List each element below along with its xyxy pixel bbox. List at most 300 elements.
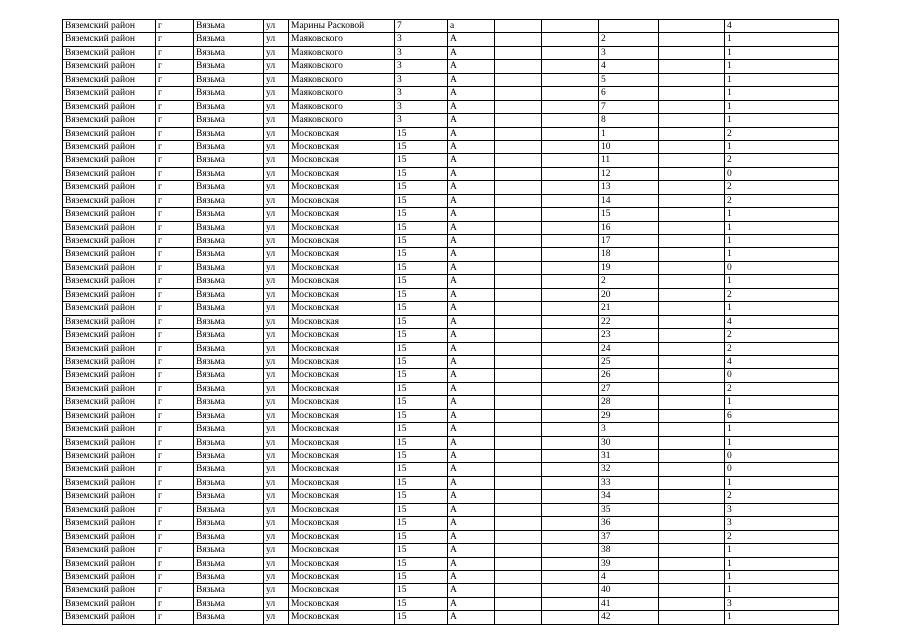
cell-count: 1 [725, 221, 839, 234]
table-row [63, 235, 839, 248]
cell-col-9 [542, 315, 599, 328]
cell-locality: Вязьма [194, 369, 264, 382]
cell-count: 1 [725, 584, 839, 597]
cell-col-8 [495, 181, 542, 194]
cell-locality-type: г [156, 517, 194, 530]
cell-count: 1 [725, 557, 839, 570]
cell-col-8 [495, 584, 542, 597]
table-row [63, 503, 839, 516]
cell-street-type: ул [264, 248, 289, 261]
cell-col-8 [495, 490, 542, 503]
cell-col-9 [542, 530, 599, 543]
cell-house: 15 [395, 490, 448, 503]
cell-street: Московская [289, 154, 395, 167]
cell-building-letter: А [448, 409, 495, 422]
cell-building-letter: А [448, 73, 495, 86]
cell-apartment: 20 [599, 288, 659, 301]
cell-apartment: 7 [599, 100, 659, 113]
cell-house: 15 [395, 396, 448, 409]
cell-street: Маяковского [289, 46, 395, 59]
cell-col-8 [495, 114, 542, 127]
cell-count: 2 [725, 181, 839, 194]
table-row [63, 436, 839, 449]
cell-street: Московская [289, 248, 395, 261]
cell-locality: Вязьма [194, 194, 264, 207]
cell-locality: Вязьма [194, 87, 264, 100]
cell-building-letter: А [448, 476, 495, 489]
table-row [63, 60, 839, 73]
cell-house: 15 [395, 436, 448, 449]
cell-col-8 [495, 100, 542, 113]
table-row [63, 355, 839, 368]
cell-locality: Вязьма [194, 382, 264, 395]
cell-house: 15 [395, 584, 448, 597]
cell-building-letter: А [448, 46, 495, 59]
cell-apartment: 15 [599, 208, 659, 221]
cell-locality: Вязьма [194, 557, 264, 570]
cell-col-11 [659, 436, 725, 449]
cell-building-letter: А [448, 436, 495, 449]
cell-col-8 [495, 73, 542, 86]
cell-count: 0 [725, 261, 839, 274]
cell-street: Московская [289, 490, 395, 503]
cell-col-8 [495, 382, 542, 395]
cell-locality: Вязьма [194, 221, 264, 234]
cell-district: Вяземский район [63, 530, 156, 543]
cell-street: Московская [289, 570, 395, 583]
cell-street: Московская [289, 597, 395, 610]
cell-count: 2 [725, 382, 839, 395]
cell-house: 15 [395, 208, 448, 221]
cell-apartment: 31 [599, 450, 659, 463]
cell-col-8 [495, 140, 542, 153]
cell-apartment: 14 [599, 194, 659, 207]
cell-street-type: ул [264, 221, 289, 234]
cell-street-type: ул [264, 87, 289, 100]
cell-col-11 [659, 60, 725, 73]
cell-building-letter: А [448, 33, 495, 46]
table-row [63, 530, 839, 543]
cell-street-type: ул [264, 288, 289, 301]
cell-district: Вяземский район [63, 261, 156, 274]
table-row [63, 73, 839, 86]
cell-house: 15 [395, 181, 448, 194]
cell-street: Московская [289, 463, 395, 476]
cell-locality: Вязьма [194, 476, 264, 489]
cell-count: 1 [725, 275, 839, 288]
cell-house: 15 [395, 235, 448, 248]
table-row [63, 315, 839, 328]
cell-locality: Вязьма [194, 73, 264, 86]
cell-house: 15 [395, 382, 448, 395]
cell-col-9 [542, 355, 599, 368]
cell-building-letter: А [448, 584, 495, 597]
cell-apartment: 12 [599, 167, 659, 180]
cell-count: 0 [725, 167, 839, 180]
table-row [63, 288, 839, 301]
cell-col-9 [542, 248, 599, 261]
table-row [63, 369, 839, 382]
cell-house: 3 [395, 60, 448, 73]
cell-col-8 [495, 436, 542, 449]
cell-col-8 [495, 46, 542, 59]
cell-district: Вяземский район [63, 342, 156, 355]
cell-count: 2 [725, 288, 839, 301]
cell-street-type: ул [264, 33, 289, 46]
cell-building-letter: А [448, 87, 495, 100]
cell-locality-type: г [156, 490, 194, 503]
cell-count: 4 [725, 315, 839, 328]
table-row [63, 33, 839, 46]
cell-street: Московская [289, 544, 395, 557]
cell-street-type: ул [264, 60, 289, 73]
table-row [63, 611, 839, 624]
cell-building-letter: А [448, 248, 495, 261]
cell-street-type: ул [264, 570, 289, 583]
cell-col-8 [495, 450, 542, 463]
cell-locality: Вязьма [194, 20, 264, 33]
cell-col-8 [495, 355, 542, 368]
cell-house: 15 [395, 611, 448, 624]
table-row [63, 570, 839, 583]
cell-district: Вяземский район [63, 154, 156, 167]
cell-col-11 [659, 396, 725, 409]
cell-col-11 [659, 329, 725, 342]
cell-count: 1 [725, 73, 839, 86]
cell-apartment: 18 [599, 248, 659, 261]
table-row [63, 275, 839, 288]
cell-district: Вяземский район [63, 221, 156, 234]
cell-street-type: ул [264, 436, 289, 449]
cell-building-letter: А [448, 60, 495, 73]
cell-col-8 [495, 342, 542, 355]
cell-apartment: 3 [599, 423, 659, 436]
cell-locality: Вязьма [194, 100, 264, 113]
cell-col-11 [659, 490, 725, 503]
table-row [63, 409, 839, 422]
cell-col-8 [495, 570, 542, 583]
cell-house: 15 [395, 261, 448, 274]
cell-street-type: ул [264, 315, 289, 328]
cell-district: Вяземский район [63, 517, 156, 530]
cell-street-type: ул [264, 235, 289, 248]
cell-count: 4 [725, 20, 839, 33]
cell-building-letter: А [448, 382, 495, 395]
cell-col-11 [659, 409, 725, 422]
cell-house: 15 [395, 409, 448, 422]
cell-street-type: ул [264, 369, 289, 382]
cell-apartment: 24 [599, 342, 659, 355]
cell-building-letter: А [448, 315, 495, 328]
cell-col-8 [495, 315, 542, 328]
cell-district: Вяземский район [63, 503, 156, 516]
cell-locality: Вязьма [194, 342, 264, 355]
cell-count: 2 [725, 342, 839, 355]
cell-district: Вяземский район [63, 476, 156, 489]
cell-col-9 [542, 114, 599, 127]
cell-street-type: ул [264, 329, 289, 342]
table-row [63, 46, 839, 59]
cell-count: 1 [725, 436, 839, 449]
cell-locality: Вязьма [194, 490, 264, 503]
cell-street-type: ул [264, 167, 289, 180]
cell-col-9 [542, 503, 599, 516]
cell-district: Вяземский район [63, 275, 156, 288]
cell-district: Вяземский район [63, 355, 156, 368]
cell-district: Вяземский район [63, 127, 156, 140]
cell-col-8 [495, 329, 542, 342]
cell-locality-type: г [156, 570, 194, 583]
cell-locality-type: г [156, 597, 194, 610]
cell-building-letter: А [448, 208, 495, 221]
cell-house: 15 [395, 450, 448, 463]
cell-count: 2 [725, 194, 839, 207]
cell-locality-type: г [156, 221, 194, 234]
cell-building-letter: А [448, 100, 495, 113]
cell-house: 15 [395, 194, 448, 207]
table-row [63, 154, 839, 167]
cell-col-9 [542, 167, 599, 180]
cell-building-letter: А [448, 463, 495, 476]
cell-col-11 [659, 127, 725, 140]
cell-house: 3 [395, 33, 448, 46]
cell-street: Московская [289, 355, 395, 368]
cell-street: Маяковского [289, 87, 395, 100]
cell-locality: Вязьма [194, 584, 264, 597]
cell-house: 15 [395, 154, 448, 167]
cell-district: Вяземский район [63, 611, 156, 624]
cell-col-11 [659, 140, 725, 153]
cell-col-11 [659, 315, 725, 328]
table-row [63, 181, 839, 194]
cell-street: Московская [289, 436, 395, 449]
cell-count: 3 [725, 503, 839, 516]
cell-building-letter: А [448, 261, 495, 274]
cell-street: Московская [289, 221, 395, 234]
cell-building-letter: а [448, 20, 495, 33]
cell-street-type: ул [264, 302, 289, 315]
table-row [63, 597, 839, 610]
cell-apartment: 22 [599, 315, 659, 328]
cell-building-letter: А [448, 302, 495, 315]
cell-locality-type: г [156, 33, 194, 46]
cell-building-letter: А [448, 355, 495, 368]
cell-street: Московская [289, 409, 395, 422]
cell-building-letter: А [448, 221, 495, 234]
cell-col-8 [495, 154, 542, 167]
cell-col-8 [495, 611, 542, 624]
cell-count: 1 [725, 60, 839, 73]
cell-col-11 [659, 114, 725, 127]
cell-apartment: 16 [599, 221, 659, 234]
cell-locality: Вязьма [194, 355, 264, 368]
cell-building-letter: А [448, 517, 495, 530]
cell-locality-type: г [156, 235, 194, 248]
cell-apartment: 21 [599, 302, 659, 315]
cell-locality-type: г [156, 503, 194, 516]
table-row [63, 423, 839, 436]
cell-locality: Вязьма [194, 570, 264, 583]
cell-col-11 [659, 100, 725, 113]
cell-apartment: 30 [599, 436, 659, 449]
cell-locality-type: г [156, 140, 194, 153]
cell-col-8 [495, 544, 542, 557]
cell-building-letter: А [448, 342, 495, 355]
cell-locality-type: г [156, 127, 194, 140]
cell-locality-type: г [156, 329, 194, 342]
cell-street: Маяковского [289, 33, 395, 46]
cell-locality-type: г [156, 167, 194, 180]
cell-col-9 [542, 73, 599, 86]
cell-house: 3 [395, 100, 448, 113]
cell-col-8 [495, 208, 542, 221]
cell-col-11 [659, 221, 725, 234]
cell-col-9 [542, 275, 599, 288]
table-row [63, 167, 839, 180]
cell-locality: Вязьма [194, 127, 264, 140]
cell-street-type: ул [264, 544, 289, 557]
cell-house: 15 [395, 369, 448, 382]
cell-locality-type: г [156, 530, 194, 543]
cell-col-9 [542, 409, 599, 422]
cell-street: Московская [289, 275, 395, 288]
cell-street-type: ул [264, 342, 289, 355]
cell-district: Вяземский район [63, 597, 156, 610]
cell-col-9 [542, 288, 599, 301]
cell-street: Маяковского [289, 100, 395, 113]
cell-col-8 [495, 261, 542, 274]
cell-locality: Вязьма [194, 396, 264, 409]
cell-street-type: ул [264, 409, 289, 422]
cell-street: Московская [289, 302, 395, 315]
cell-count: 6 [725, 409, 839, 422]
cell-locality: Вязьма [194, 463, 264, 476]
cell-district: Вяземский район [63, 302, 156, 315]
cell-locality-type: г [156, 409, 194, 422]
cell-count: 1 [725, 396, 839, 409]
cell-col-11 [659, 611, 725, 624]
cell-building-letter: А [448, 329, 495, 342]
cell-count: 2 [725, 329, 839, 342]
cell-col-11 [659, 476, 725, 489]
cell-street: Московская [289, 396, 395, 409]
cell-col-9 [542, 87, 599, 100]
cell-building-letter: А [448, 503, 495, 516]
cell-building-letter: А [448, 611, 495, 624]
cell-district: Вяземский район [63, 436, 156, 449]
cell-locality-type: г [156, 114, 194, 127]
cell-building-letter: А [448, 423, 495, 436]
cell-col-9 [542, 611, 599, 624]
cell-col-9 [542, 544, 599, 557]
cell-col-9 [542, 140, 599, 153]
cell-street: Московская [289, 517, 395, 530]
cell-col-9 [542, 194, 599, 207]
cell-building-letter: А [448, 597, 495, 610]
cell-locality: Вязьма [194, 208, 264, 221]
cell-street-type: ул [264, 490, 289, 503]
table-row [63, 221, 839, 234]
cell-locality-type: г [156, 275, 194, 288]
cell-apartment: 13 [599, 181, 659, 194]
cell-house: 15 [395, 597, 448, 610]
cell-col-11 [659, 208, 725, 221]
cell-district: Вяземский район [63, 140, 156, 153]
cell-street: Московская [289, 194, 395, 207]
cell-count: 1 [725, 570, 839, 583]
cell-col-9 [542, 100, 599, 113]
cell-street: Московская [289, 315, 395, 328]
cell-locality: Вязьма [194, 46, 264, 59]
cell-col-8 [495, 463, 542, 476]
cell-locality-type: г [156, 302, 194, 315]
cell-col-11 [659, 235, 725, 248]
cell-district: Вяземский район [63, 235, 156, 248]
cell-count: 1 [725, 114, 839, 127]
cell-house: 15 [395, 329, 448, 342]
cell-house: 15 [395, 315, 448, 328]
cell-col-9 [542, 127, 599, 140]
cell-house: 15 [395, 275, 448, 288]
cell-col-8 [495, 302, 542, 315]
cell-locality: Вязьма [194, 450, 264, 463]
cell-street-type: ул [264, 450, 289, 463]
cell-district: Вяземский район [63, 463, 156, 476]
cell-count: 2 [725, 530, 839, 543]
cell-col-11 [659, 181, 725, 194]
cell-building-letter: А [448, 181, 495, 194]
cell-locality-type: г [156, 315, 194, 328]
table-row [63, 517, 839, 530]
cell-district: Вяземский район [63, 557, 156, 570]
cell-locality: Вязьма [194, 275, 264, 288]
cell-building-letter: А [448, 194, 495, 207]
cell-district: Вяземский район [63, 87, 156, 100]
cell-locality-type: г [156, 194, 194, 207]
cell-col-11 [659, 20, 725, 33]
cell-col-11 [659, 302, 725, 315]
cell-apartment: 11 [599, 154, 659, 167]
cell-street-type: ул [264, 557, 289, 570]
cell-street: Московская [289, 530, 395, 543]
cell-street-type: ул [264, 208, 289, 221]
table-row [63, 208, 839, 221]
cell-street: Московская [289, 235, 395, 248]
cell-locality-type: г [156, 208, 194, 221]
cell-house: 15 [395, 355, 448, 368]
cell-count: 4 [725, 355, 839, 368]
cell-street: Московская [289, 288, 395, 301]
cell-apartment: 5 [599, 73, 659, 86]
cell-apartment: 37 [599, 530, 659, 543]
cell-apartment: 35 [599, 503, 659, 516]
cell-street-type: ул [264, 382, 289, 395]
cell-col-8 [495, 530, 542, 543]
cell-col-11 [659, 167, 725, 180]
cell-col-8 [495, 557, 542, 570]
cell-building-letter: А [448, 557, 495, 570]
cell-street-type: ул [264, 275, 289, 288]
cell-count: 1 [725, 87, 839, 100]
table-row [63, 544, 839, 557]
cell-count: 1 [725, 476, 839, 489]
cell-col-9 [542, 235, 599, 248]
cell-building-letter: А [448, 167, 495, 180]
cell-apartment: 29 [599, 409, 659, 422]
cell-house: 15 [395, 423, 448, 436]
cell-district: Вяземский район [63, 288, 156, 301]
cell-col-11 [659, 73, 725, 86]
